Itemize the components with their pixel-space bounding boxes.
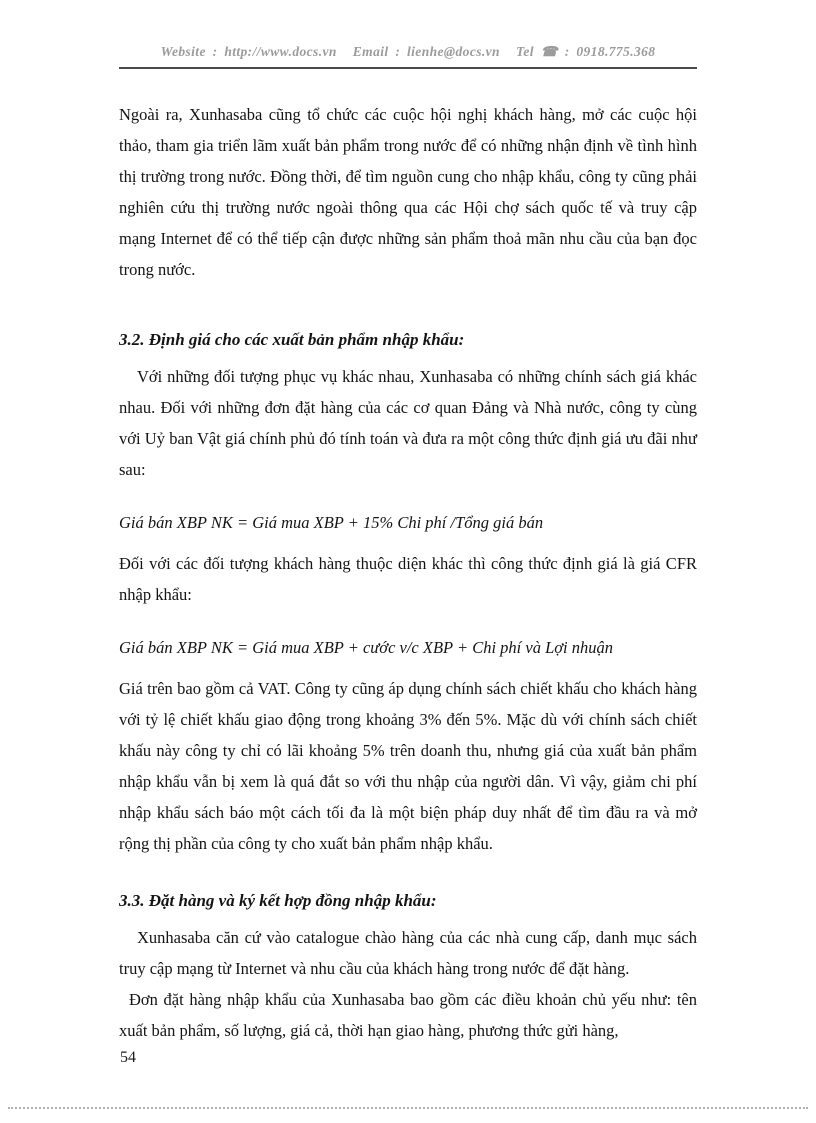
- website-label: Website :: [160, 44, 218, 59]
- header-contact-line: [119, 44, 697, 60]
- formula-price-1: Giá bán XBP NK = Giá mua XBP + 15% Chi phí /Tổng giá bán: [119, 513, 544, 532]
- paragraph-order-terms: Đơn đặt hàng nhập khẩu của Xunhasaba bao gồm các điều khoản chủ yếu như: tên xuất bản phẩm, số lượng, giá cả, thời hạn giao hàng, phương thức gửi hàng,: [119, 990, 697, 1040]
- paragraph-ordering-sources: Xunhasaba căn cứ vào catalogue chào hàng của các nhà cung cấp, danh mục sách truy cập mạng từ Internet và nhu cầu của khách hàng trong nước để đặt hàng.: [119, 928, 697, 978]
- tel-value: : 0918.775.368: [564, 44, 656, 59]
- document-content: [119, 99, 697, 1046]
- phone-icon: ☎: [540, 44, 558, 59]
- email-label: Email :: [352, 44, 401, 59]
- email-value: lienhe@docs.vn: [407, 44, 500, 59]
- page-header: [119, 44, 697, 69]
- page-number: 54: [120, 1049, 136, 1066]
- paragraph-vat-discount: Giá trên bao gồm cả VAT. Công ty cũng áp dụng chính sách chiết khấu cho khách hàng với tỷ lệ chiết khấu giao động trong khoảng 3% đến 5%. Mặc dù với chính sách chiết khấu này công ty chỉ có lãi khoảng 5% trên doanh thu, nhưng giá của xuất bản phẩm nhập khẩu vẫn bị xem là quá đắt so với thu nhập của người dân. Vì vậy, giảm chi phí nhập khẩu sách báo một cách tối đa là một biện pháp duy nhất để tìm đầu ra và mở rộng thị phần của công ty cho xuất bản phẩm nhập khẩu.: [119, 679, 697, 853]
- section-heading-3-3: 3.3. Đặt hàng và ký kết hợp đồng nhập khẩu:: [119, 891, 437, 910]
- tel-label: Tel: [515, 44, 534, 59]
- section-heading-3-2: 3.2. Định giá cho các xuất bản phẩm nhập khẩu:: [119, 330, 465, 349]
- paragraph-market-research: Ngoài ra, Xunhasaba cũng tổ chức các cuộc hội nghị khách hàng, mở các cuộc hội thảo, tham gia triển lãm xuất bản phẩm trong nước để có những nhận định về tình hình thị trường trong nước. Đồng thời, để tìm nguồn cung cho nhập khẩu, công ty cũng phải nghiên cứu thị trường nước ngoài thông qua các Hội chợ sách quốc tế và truy cập mạng Internet để có thể tiếp cận được những sản phẩm thoả mãn nhu cầu của bạn đọc trong nước.: [119, 105, 697, 279]
- formula-price-2: Giá bán XBP NK = Giá mua XBP + cước v/c XBP + Chi phí và Lợi nhuận: [119, 638, 614, 657]
- website-url: http://www.docs.vn: [224, 44, 337, 59]
- paragraph-cfr-pricing: Đối với các đối tượng khách hàng thuộc diện khác thì công thức định giá là giá CFR nhập khẩu:: [119, 554, 697, 604]
- paragraph-pricing-policy: Với những đối tượng phục vụ khác nhau, Xunhasaba có những chính sách giá khác nhau. Đối với những đơn đặt hàng của các cơ quan Đảng và Nhà nước, công ty cùng với Uỷ ban Vật giá chính phủ đó tính toán và đưa ra một công thức định giá ưu đãi như sau:: [119, 367, 697, 479]
- page-bottom-border: [8, 1107, 808, 1109]
